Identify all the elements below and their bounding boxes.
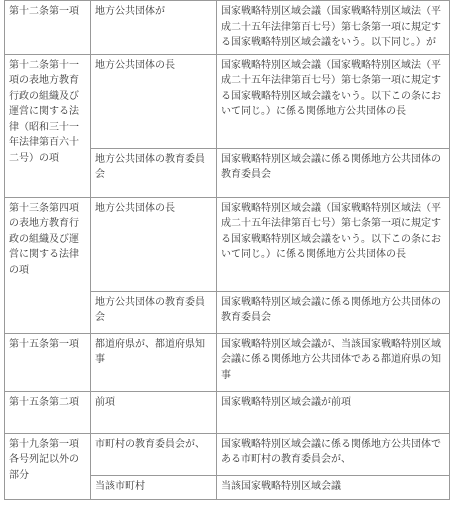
after-cell: 国家戦略特別区域会議（国家戦略特別区域法（平成二十五年法律第百七号）第七条第一項に規定する国家戦略特別区域会議をいう。以下この条において同じ。）に係る関係地方公共団体の長 bbox=[217, 197, 450, 291]
before-cell: 都道府県が、都道府県知事 bbox=[91, 333, 217, 391]
before-cell: 地方公共団体の長 bbox=[91, 197, 217, 291]
article-cell: 第十三条第四項の表地方教育行政の組織及び運営に関する法律の項 bbox=[5, 197, 91, 333]
article-cell: 第十二条第十一項の表地方教育行政の組織及び運営に関する法律（昭和三十一年法律第百六十二号）の項 bbox=[5, 54, 91, 197]
before-cell: 地方公共団体の教育委員会 bbox=[91, 148, 217, 197]
before-cell: 市町村の教育委員会が、 bbox=[91, 433, 217, 475]
after-cell: 国家戦略特別区域会議が前項 bbox=[217, 391, 450, 433]
table-row bbox=[5, 197, 450, 291]
before-cell: 前項 bbox=[91, 391, 217, 433]
article-cell: 第十五条第二項 bbox=[5, 391, 91, 433]
table-row bbox=[5, 391, 450, 433]
after-cell: 国家戦略特別区域会議（国家戦略特別区域法（平成二十五年法律第百七号）第七条第一項に規定する国家戦略特別区域会議をいう。以下この条において同じ。）に係る関係地方公共団体の長 bbox=[217, 54, 450, 148]
after-cell: 国家戦略特別区域会議に係る関係地方公共団体の教育委員会 bbox=[217, 291, 450, 333]
before-cell: 地方公共団体の長 bbox=[91, 54, 217, 148]
after-cell: 国家戦略特別区域会議に係る関係地方公共団体である市町村の教育委員会が、 bbox=[217, 433, 450, 475]
table-row bbox=[5, 54, 450, 148]
article-cell: 第十九条第一項各号列記以外の部分 bbox=[5, 433, 91, 499]
after-cell: 当該国家戦略特別区域会議 bbox=[217, 475, 450, 499]
table-row bbox=[5, 1, 450, 55]
after-cell: 国家戦略特別区域会議（国家戦略特別区域法（平成二十五年法律第百七号）第七条第一項に規定する国家戦略特別区域会議をいう。以下同じ。）が bbox=[217, 1, 450, 55]
provision-table bbox=[4, 0, 450, 500]
table-row bbox=[5, 433, 450, 475]
after-cell: 国家戦略特別区域会議が、当該国家戦略特別区域会議に係る関係地方公共団体である都道府県の知事 bbox=[217, 333, 450, 391]
after-cell: 国家戦略特別区域会議に係る関係地方公共団体の教育委員会 bbox=[217, 148, 450, 197]
article-cell: 第十五条第一項 bbox=[5, 333, 91, 391]
article-cell: 第十二条第一項 bbox=[5, 1, 91, 55]
before-cell: 地方公共団体の教育委員会 bbox=[91, 291, 217, 333]
before-cell: 当該市町村 bbox=[91, 475, 217, 499]
before-cell: 地方公共団体が bbox=[91, 1, 217, 55]
table-row bbox=[5, 333, 450, 391]
